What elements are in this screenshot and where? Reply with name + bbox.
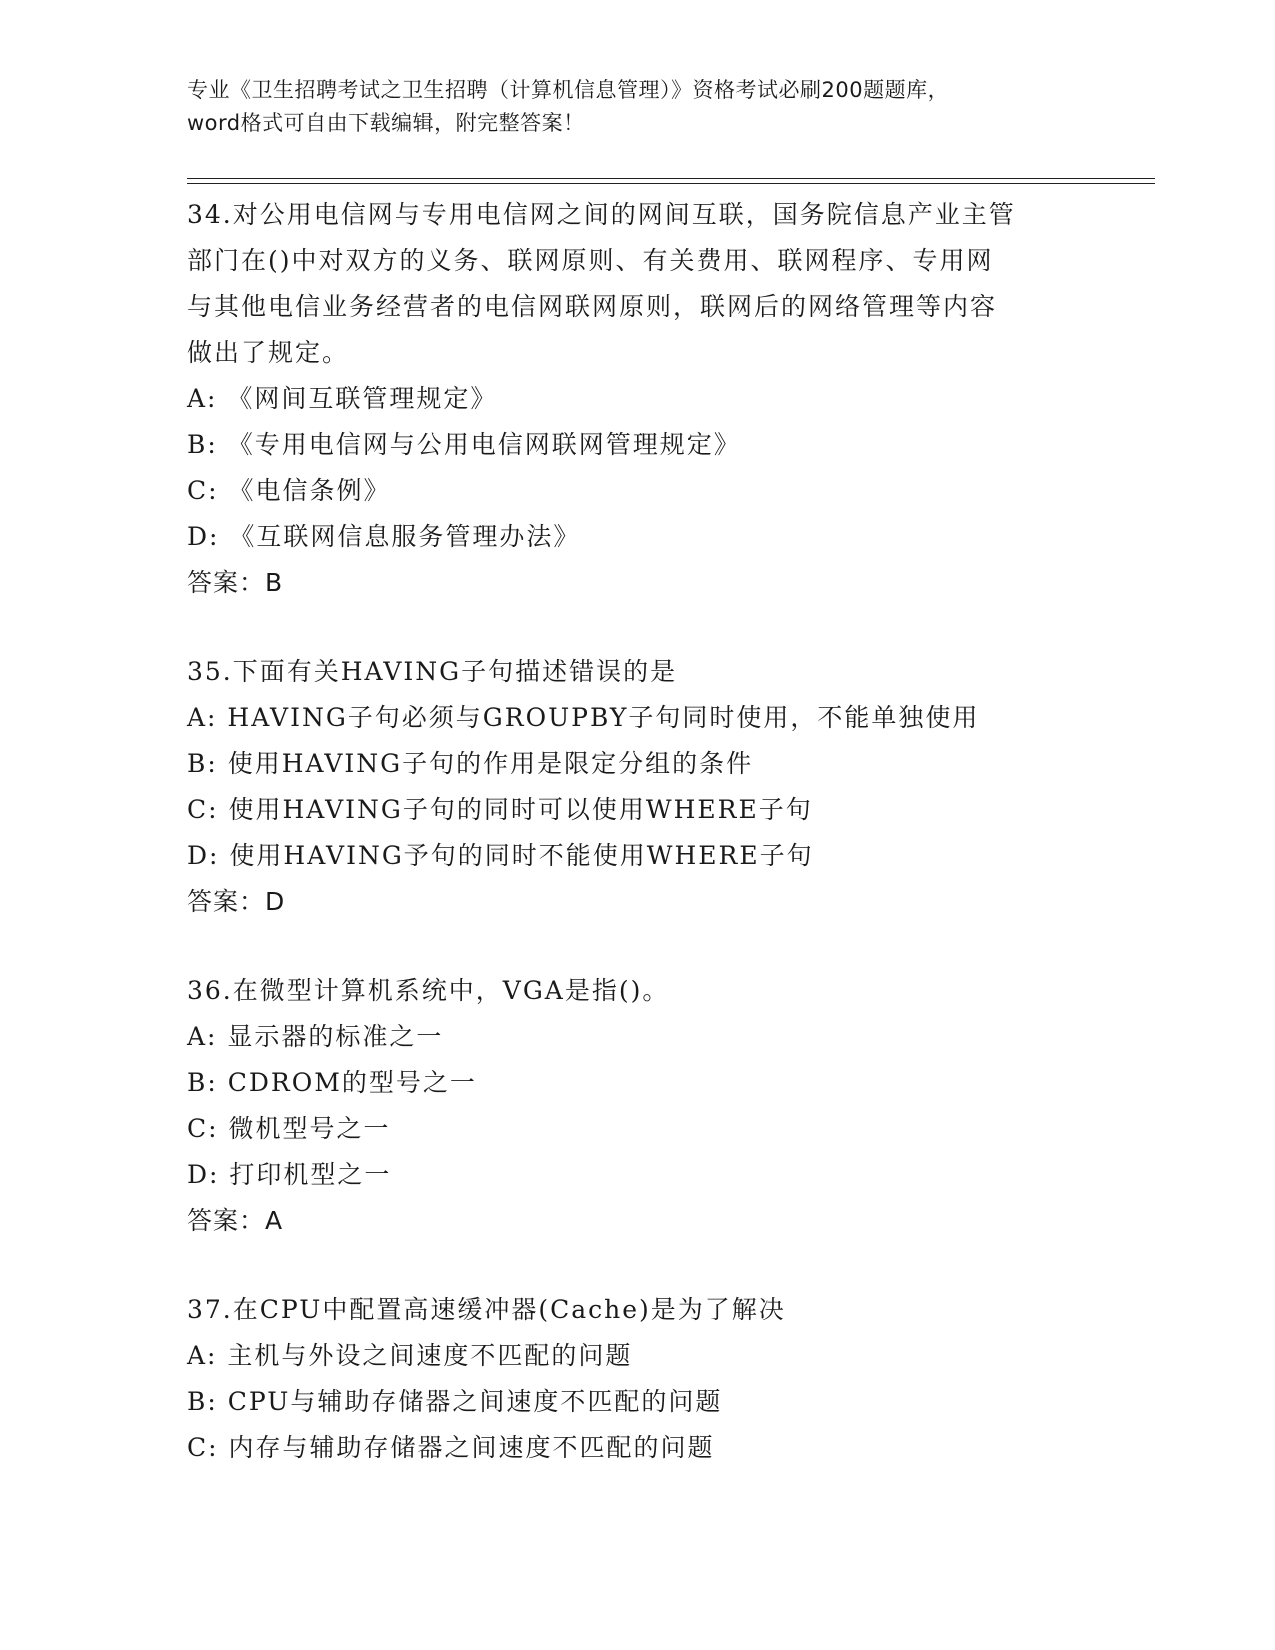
question-spacer <box>187 925 1087 968</box>
document-header <box>187 74 1087 140</box>
question-text-line: 做出了规定。 <box>187 338 350 367</box>
question-text-line: 部门在()中对双方的义务、联网原则、有关费用、联网程序、专用网 <box>187 246 994 275</box>
question-list <box>187 192 1087 1471</box>
header-title-line-2: word格式可自由下载编辑，附完整答案！ <box>187 111 585 135</box>
answer-line: 答案：D <box>187 887 286 916</box>
answer-line: 答案：A <box>187 1206 284 1235</box>
option-c: C: 微机型号之一 <box>187 1114 391 1143</box>
question-34 <box>187 192 1087 606</box>
header-divider-top <box>187 178 1155 179</box>
option-a: A: 显示器的标准之一 <box>187 1022 444 1051</box>
question-35 <box>187 649 1087 925</box>
question-37 <box>187 1287 1087 1471</box>
option-b: B: 使用HAVING子句的作用是限定分组的条件 <box>187 749 754 778</box>
option-a: A: 《网间互联管理规定》 <box>187 384 498 413</box>
header-divider-bottom <box>187 183 1155 184</box>
option-d: D: 使用HAVING予句的同时不能使用WHERE子句 <box>187 841 814 870</box>
option-b: B: CDROM的型号之一 <box>187 1068 477 1097</box>
option-b: B: CPU与辅助存储器之间速度不匹配的问题 <box>187 1387 723 1416</box>
option-a: A: HAVING子句必须与GROUPBY子句同时使用，不能单独使用 <box>187 703 980 732</box>
option-d: D: 《互联网信息服务管理办法》 <box>187 522 581 551</box>
option-a: A: 主机与外设之间速度不匹配的问题 <box>187 1341 633 1370</box>
option-c: C: 内存与辅助存储器之间速度不匹配的问题 <box>187 1433 715 1462</box>
question-text-line: 与其他电信业务经营者的电信网联网原则，联网后的网络管理等内容 <box>187 292 998 321</box>
question-spacer <box>187 1244 1087 1287</box>
question-text-line: 37.在CPU中配置高速缓冲器(Cache)是为了解决 <box>187 1295 786 1324</box>
answer-line: 答案：B <box>187 568 284 597</box>
option-d: D: 打印机型之一 <box>187 1160 392 1189</box>
question-36 <box>187 968 1087 1244</box>
option-c: C: 《电信条例》 <box>187 476 391 505</box>
header-title-line-1: 专业《卫生招聘考试之卫生招聘（计算机信息管理）》资格考试必刷200题题库， <box>187 78 950 102</box>
option-c: C: 使用HAVING子句的同时可以使用WHERE子句 <box>187 795 813 824</box>
question-text-line: 36.在微型计算机系统中，VGA是指()。 <box>187 976 670 1005</box>
question-text-line: 35.下面有关HAVING子句描述错误的是 <box>187 657 678 686</box>
question-text-line: 34.对公用电信网与专用电信网之间的网间互联，国务院信息产业主管 <box>187 200 1016 229</box>
question-spacer <box>187 606 1087 649</box>
option-b: B: 《专用电信网与公用电信网联网管理规定》 <box>187 430 741 459</box>
